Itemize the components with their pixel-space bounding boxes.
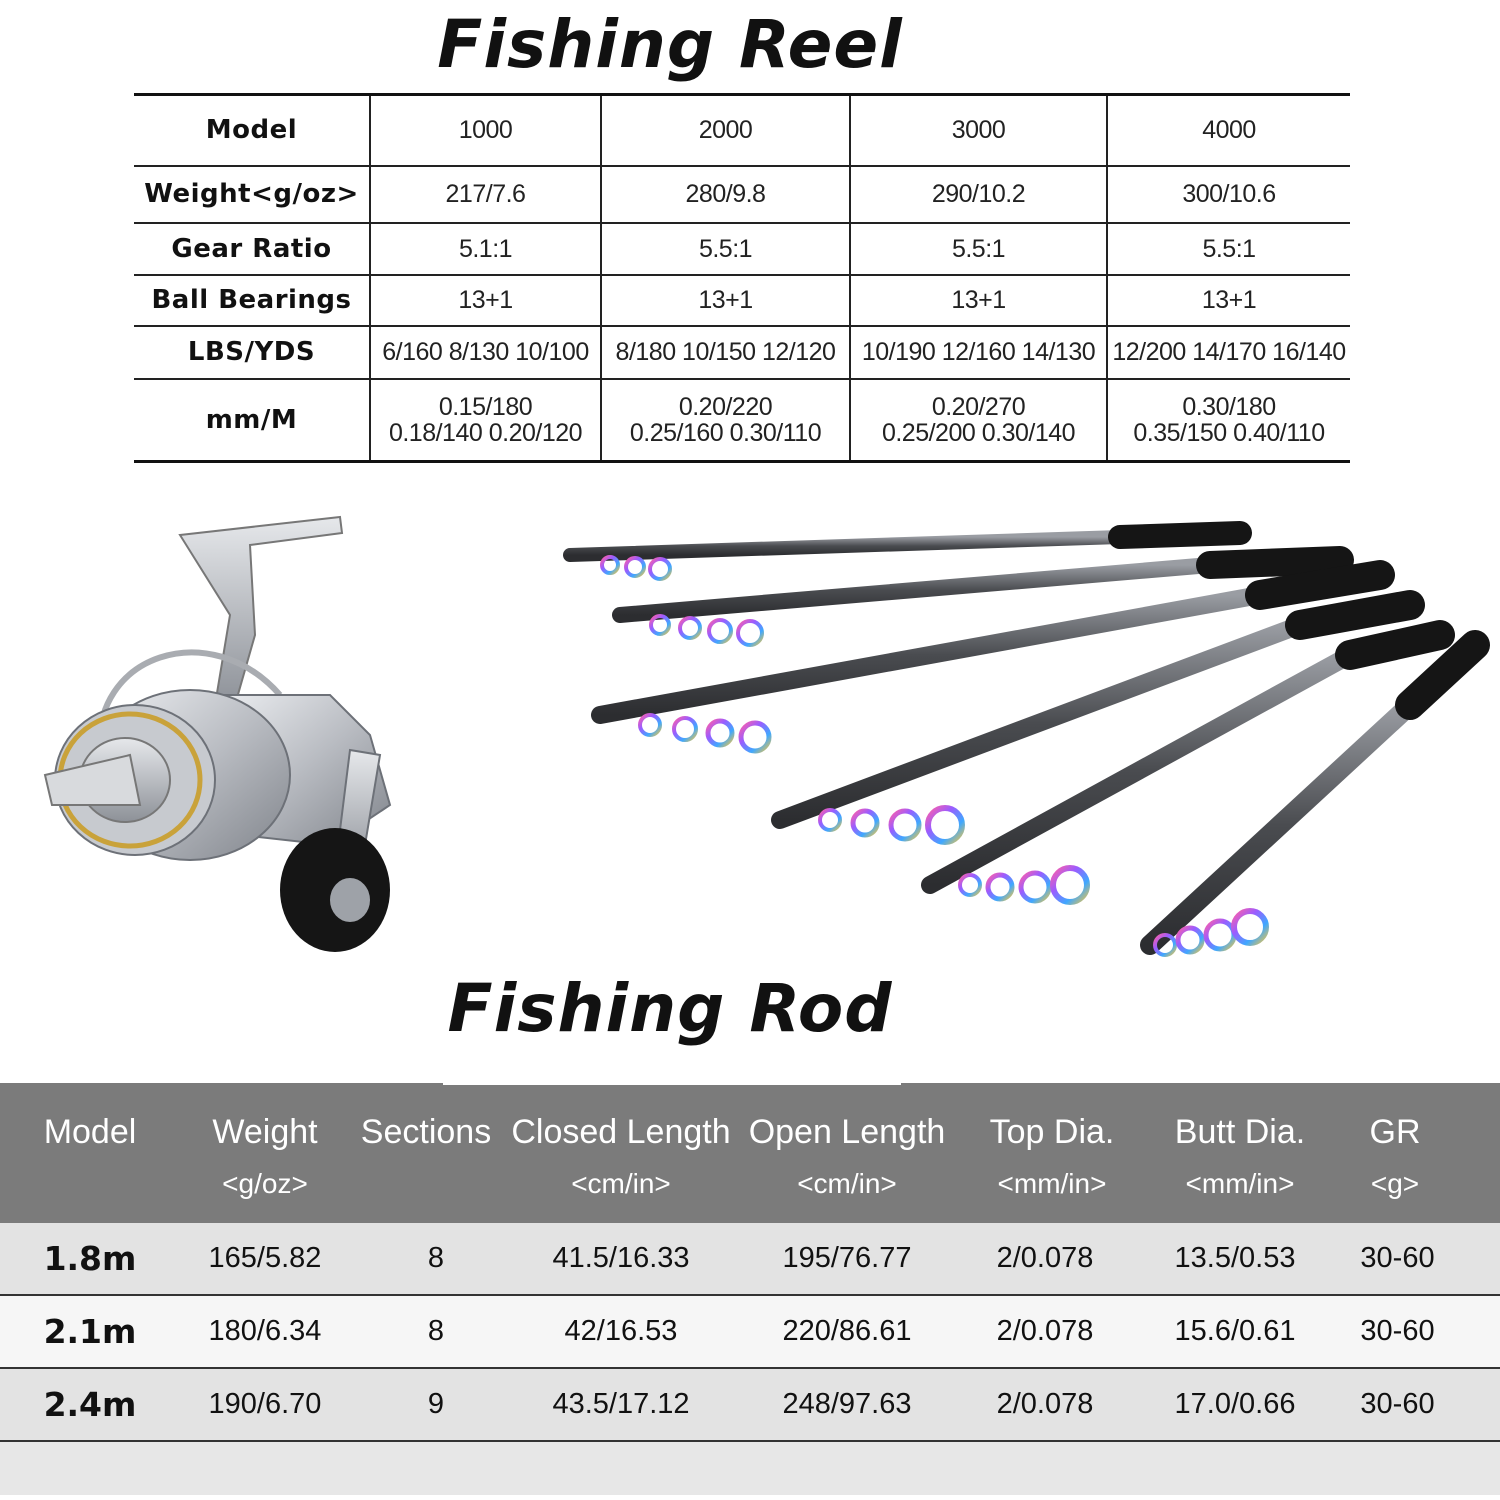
reel-cell: 4000	[1107, 95, 1350, 166]
header-label: Closed Length	[511, 1113, 731, 1151]
header-unit: <g>	[1370, 1168, 1420, 1199]
reel-cell-line: 0.20/220	[678, 392, 773, 421]
reel-cell-line: 0.30/180	[1182, 392, 1276, 421]
cell-sections: 8	[427, 1315, 445, 1347]
header-unit: <cm/in>	[797, 1168, 897, 1199]
cell-closed-length: 42/16.53	[564, 1315, 678, 1347]
reel-cell	[370, 379, 601, 462]
reel-row-lbs-yds	[134, 326, 1350, 379]
reel-cell-line: 0.18/140 0.20/120	[388, 418, 583, 447]
cell-weight: 190/6.70	[208, 1388, 322, 1420]
table-row	[0, 1369, 1500, 1442]
header-label: Sections	[360, 1113, 492, 1151]
cell-butt-dia: 13.5/0.53	[1174, 1242, 1296, 1274]
header-label: Model	[43, 1113, 137, 1151]
cell-open-length: 248/97.63	[782, 1388, 912, 1420]
header-label: Weight	[212, 1113, 318, 1151]
cell-weight: 165/5.82	[208, 1242, 322, 1274]
cell-open-length: 220/86.61	[782, 1315, 912, 1347]
reel-row-label: Gear Ratio	[134, 223, 370, 275]
cell-closed-length: 41.5/16.33	[552, 1242, 690, 1274]
reel-cell: 2000	[601, 95, 850, 166]
cell-gr: 30-60	[1360, 1388, 1435, 1420]
reel-cell: 13+1	[850, 275, 1107, 326]
table-row	[0, 1223, 1500, 1296]
telescopic-rods-illustration	[560, 515, 1495, 970]
rod-title: Fishing Rod	[447, 970, 893, 1047]
reel-cell: 8/180 10/150 12/120	[601, 326, 850, 379]
reel-cell: 5.5:1	[601, 223, 850, 275]
header-label: Top Dia.	[989, 1113, 1115, 1151]
table-row	[0, 1296, 1500, 1369]
reel-row-label: Weight<g/oz>	[134, 166, 370, 223]
reel-row-label: Ball Bearings	[134, 275, 370, 326]
header-unit: <mm/in>	[1185, 1168, 1295, 1199]
reel-cell: 280/9.8	[601, 166, 850, 223]
reel-row-gear-ratio	[134, 223, 1350, 275]
cell-model: 1.8m	[43, 1239, 137, 1278]
header-label: Butt Dia.	[1174, 1113, 1306, 1151]
cell-closed-length: 43.5/17.12	[552, 1388, 690, 1420]
reel-cell: 13+1	[1107, 275, 1350, 326]
reel-row-label: LBS/YDS	[134, 326, 370, 379]
table-footer-band	[0, 1442, 1500, 1495]
reel-cell: 13+1	[370, 275, 601, 326]
reel-row-model	[134, 95, 1350, 166]
reel-row-label: mm/M	[134, 379, 370, 462]
reel-cell: 5.1:1	[370, 223, 601, 275]
header-unit: <cm/in>	[571, 1168, 671, 1199]
reel-cell: 5.5:1	[1107, 223, 1350, 275]
reel-spec-table	[134, 93, 1350, 463]
cell-sections: 8	[427, 1242, 445, 1274]
cell-top-dia: 2/0.078	[996, 1388, 1094, 1420]
header-unit: <g/oz>	[222, 1168, 308, 1199]
reel-cell-line: 0.15/180	[438, 392, 533, 421]
cell-model: 2.1m	[43, 1312, 137, 1351]
reel-cell: 300/10.6	[1107, 166, 1350, 223]
header-gr	[1340, 1113, 1450, 1200]
reel-row-ball-bearings	[134, 275, 1350, 326]
header-closed-length	[502, 1113, 740, 1200]
reel-cell-line: 0.25/160 0.30/110	[629, 418, 822, 447]
reel-cell: 217/7.6	[370, 166, 601, 223]
header-label: Open Length	[748, 1113, 946, 1151]
reel-row-weight	[134, 166, 1350, 223]
spinning-reel-illustration	[30, 505, 430, 965]
cell-model: 2.4m	[43, 1385, 137, 1424]
reel-cell: 3000	[850, 95, 1107, 166]
reel-cell	[850, 379, 1107, 462]
cell-top-dia: 2/0.078	[996, 1242, 1094, 1274]
cell-gr: 30-60	[1360, 1242, 1435, 1274]
cell-sections: 9	[427, 1388, 445, 1420]
reel-cell: 10/190 12/160 14/130	[850, 326, 1107, 379]
header-label: GR	[1369, 1113, 1421, 1151]
cell-top-dia: 2/0.078	[996, 1315, 1094, 1347]
header-butt-dia	[1150, 1113, 1330, 1200]
rod-table-header	[0, 1083, 1500, 1223]
header-weight	[180, 1113, 350, 1200]
rod-6	[1150, 645, 1475, 955]
reel-cell	[601, 379, 850, 462]
cell-butt-dia: 17.0/0.66	[1174, 1388, 1296, 1420]
reel-cell: 1000	[370, 95, 601, 166]
reel-cell: 12/200 14/170 16/140	[1107, 326, 1350, 379]
header-top-dia	[962, 1113, 1142, 1200]
reel-title: Fishing Reel	[437, 6, 903, 83]
reel-cell-line: 0.25/200 0.30/140	[881, 418, 1076, 447]
cell-gr: 30-60	[1360, 1315, 1435, 1347]
cell-open-length: 195/76.77	[782, 1242, 912, 1274]
header-sections	[352, 1113, 500, 1152]
cell-butt-dia: 15.6/0.61	[1174, 1315, 1296, 1347]
cell-weight: 180/6.34	[208, 1315, 322, 1347]
header-unit: <mm/in>	[997, 1168, 1107, 1199]
reel-cell: 290/10.2	[850, 166, 1107, 223]
reel-cell-line: 0.20/270	[931, 392, 1026, 421]
header-divider	[443, 1083, 901, 1085]
reel-row-label: Model	[134, 95, 370, 166]
rod-spec-table	[0, 1083, 1500, 1495]
header-open-length	[742, 1113, 952, 1200]
reel-cell: 5.5:1	[850, 223, 1107, 275]
reel-cell-line: 0.35/150 0.40/110	[1133, 418, 1325, 447]
header-model	[10, 1113, 170, 1152]
rod-4	[780, 605, 1410, 842]
reel-cell: 6/160 8/130 10/100	[370, 326, 601, 379]
reel-cell: 13+1	[601, 275, 850, 326]
reel-cell	[1107, 379, 1350, 462]
reel-row-mm-m	[134, 379, 1350, 462]
